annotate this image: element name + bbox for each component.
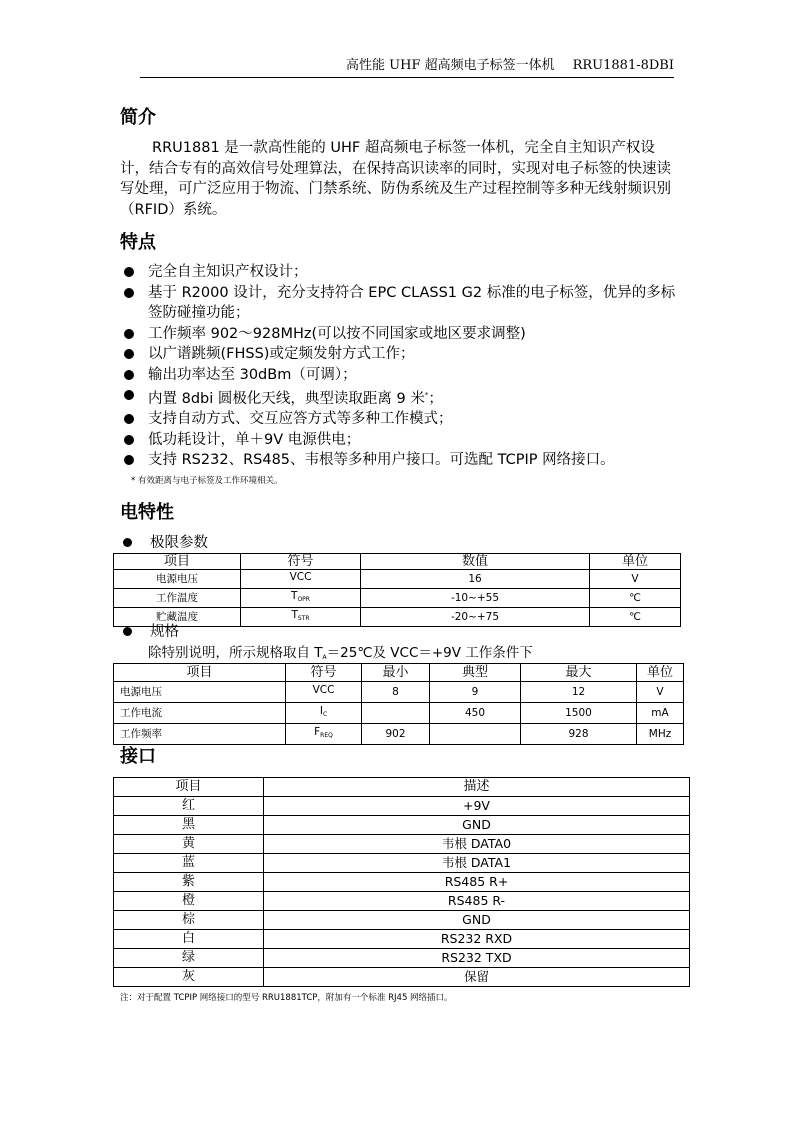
footnote-mark: * [424,391,429,399]
table-cell: $T_{OPR}$ [241,589,361,608]
list-item: 支持自动方式、交互应答方式等多种工作模式； [120,409,680,430]
table-cell: -10~+55 [361,589,590,608]
page-header [140,59,674,78]
table-cell: 蓝 [114,854,264,873]
list-item: 以广谱跳频(FHSS)或定频发射方式工作； [120,344,680,365]
table-header-cell: 最大 [521,664,637,682]
bullet-icon [124,414,134,424]
specs-condition: 除特别说明，所示规格取自 $T_A=25℃$及 VCC＝+9V 工作条件下 [148,645,533,661]
table-cell: 橙 [114,892,264,911]
table-cell: 棕 [114,911,264,930]
table-row [114,608,681,627]
table-cell: RS485 R+ [264,873,690,892]
table-cell: $T_{STR}$ [241,608,361,627]
table-header-cell: 单位 [590,554,681,570]
table-cell: GND [264,816,690,835]
table-cell: 白 [114,930,264,949]
specs-table [113,663,684,745]
table-row [114,949,690,968]
list-item: 完全自主知识产权设计； [120,262,680,283]
table-cell: mA [637,703,684,724]
table-cell: 工作温度 [114,589,241,608]
bullet-icon [124,455,134,465]
interface-table [113,777,690,987]
table-row [114,724,684,745]
bullet-icon [123,538,132,547]
table-cell: 黑 [114,816,264,835]
table-header-cell: 项目 [114,778,264,797]
table-cell: V [637,682,684,703]
table-cell: GND [264,911,690,930]
table-cell: ℃ [590,608,681,627]
table-cell: 红 [114,797,264,816]
table-cell: $I_C$ [286,703,362,724]
table-header-cell: 项目 [114,554,241,570]
table-row [114,816,690,835]
table-cell: 450 [430,703,521,724]
table-cell: 8 [362,682,430,703]
list-item: 工作频率 902～928MHz(可以按不同国家或地区要求调整) [120,324,680,345]
bullet-icon [124,288,134,298]
table-cell: MHz [637,724,684,745]
table-cell: 韦根 DATA0 [264,835,690,854]
limits-title: 极限参数 [120,534,208,552]
table-cell: 工作频率 [114,724,286,745]
table-cell [362,703,430,724]
table-cell: 灰 [114,968,264,987]
table-cell [430,724,521,745]
table-cell: RS232 RXD [264,930,690,949]
table-cell: RS232 TXD [264,949,690,968]
table-header-row [114,778,690,797]
table-cell: VCC [241,570,361,589]
intro-text: RRU1881 是一款高性能的 UHF 超高频电子标签一体机，完全自主知识产权设计，结合专有的高效信号处理算法，在保持高识读率的同时，实现对电子标签的快速读写处理，可广泛应用于物流、门禁系统、防伪系统及生产过程控制等多种无线射频识别（RFID）系统。 [120,140,671,218]
table-row [114,854,690,873]
table-row [114,570,681,589]
bullet-icon [124,370,134,380]
table-header-cell: 符号 [286,664,362,682]
table-cell: 贮藏温度 [114,608,241,627]
intro-paragraph [120,138,676,220]
table-row [114,968,690,987]
table-cell: 黄 [114,835,264,854]
table-header-cell: 典型 [430,664,521,682]
interface-note: 注：对于配置 TCPIP 网络接口的型号 RRU1881TCP，附加有一个标准 RJ45 网络插口。 [120,993,453,1003]
table-cell: 1500 [521,703,637,724]
table-header-row [114,554,681,570]
bullet-icon [123,627,132,636]
table-cell: 工作电流 [114,703,286,724]
bullet-icon [124,435,134,445]
table-row [114,682,684,703]
bullet-icon [124,349,134,359]
table-cell: VCC [286,682,362,703]
table-header-cell: 数值 [361,554,590,570]
list-item: 内置 8dbi 圆极化天线，典型读取距离 9 米*； [120,385,680,409]
header-doc-title: 高性能 UHF 超高频电子标签一体机 [346,58,555,73]
table-cell: V [590,570,681,589]
table-row [114,835,690,854]
limits-table [113,553,681,627]
list-item: 输出功率达至 30dBm（可调）； [120,365,680,386]
table-cell: $F_{REQ}$ [286,724,362,745]
table-header-cell: 最小 [362,664,430,682]
table-header-cell: 描述 [264,778,690,797]
electrical-heading: 电特性 [120,502,174,523]
table-row [114,589,681,608]
table-cell: 12 [521,682,637,703]
table-cell: 电源电压 [114,570,241,589]
features-footnote: * 有效距离与电子标签及工作环境相关。 [131,476,283,486]
table-cell: 韦根 DATA1 [264,854,690,873]
table-cell: -20~+75 [361,608,590,627]
table-row [114,930,690,949]
table-cell: 电源电压 [114,682,286,703]
table-header-cell: 单位 [637,664,684,682]
table-header-cell: 符号 [241,554,361,570]
bullet-icon [124,390,134,400]
features-heading: 特点 [120,232,156,253]
header-model: RRU1881-8DBI [572,58,674,73]
features-list [120,262,680,471]
interface-heading: 接口 [120,746,156,767]
table-cell: RS485 R- [264,892,690,911]
specs-title: 规格 [120,623,179,641]
bullet-icon [124,329,134,339]
table-cell: ℃ [590,589,681,608]
list-item: 基于 R2000 设计，充分支持符合 EPC CLASS1 G2 标准的电子标签，优异的多标签防碰撞功能； [120,283,680,324]
table-header-cell: 项目 [114,664,286,682]
table-cell: 902 [362,724,430,745]
table-row [114,911,690,930]
table-row [114,703,684,724]
bullet-icon [124,267,134,277]
table-header-row [114,664,684,682]
intro-heading: 简介 [120,107,156,128]
list-item: 支持 RS232、RS485、韦根等多种用户接口。可选配 TCPIP 网络接口。 [120,450,680,471]
table-cell: 9 [430,682,521,703]
list-item: 低功耗设计，单＋9V 电源供电； [120,430,680,451]
table-cell: 绿 [114,949,264,968]
table-cell: +9V [264,797,690,816]
table-row [114,892,690,911]
table-cell: 保留 [264,968,690,987]
table-cell: 928 [521,724,637,745]
table-cell: 紫 [114,873,264,892]
table-cell: 16 [361,570,590,589]
table-row [114,873,690,892]
table-row [114,797,690,816]
